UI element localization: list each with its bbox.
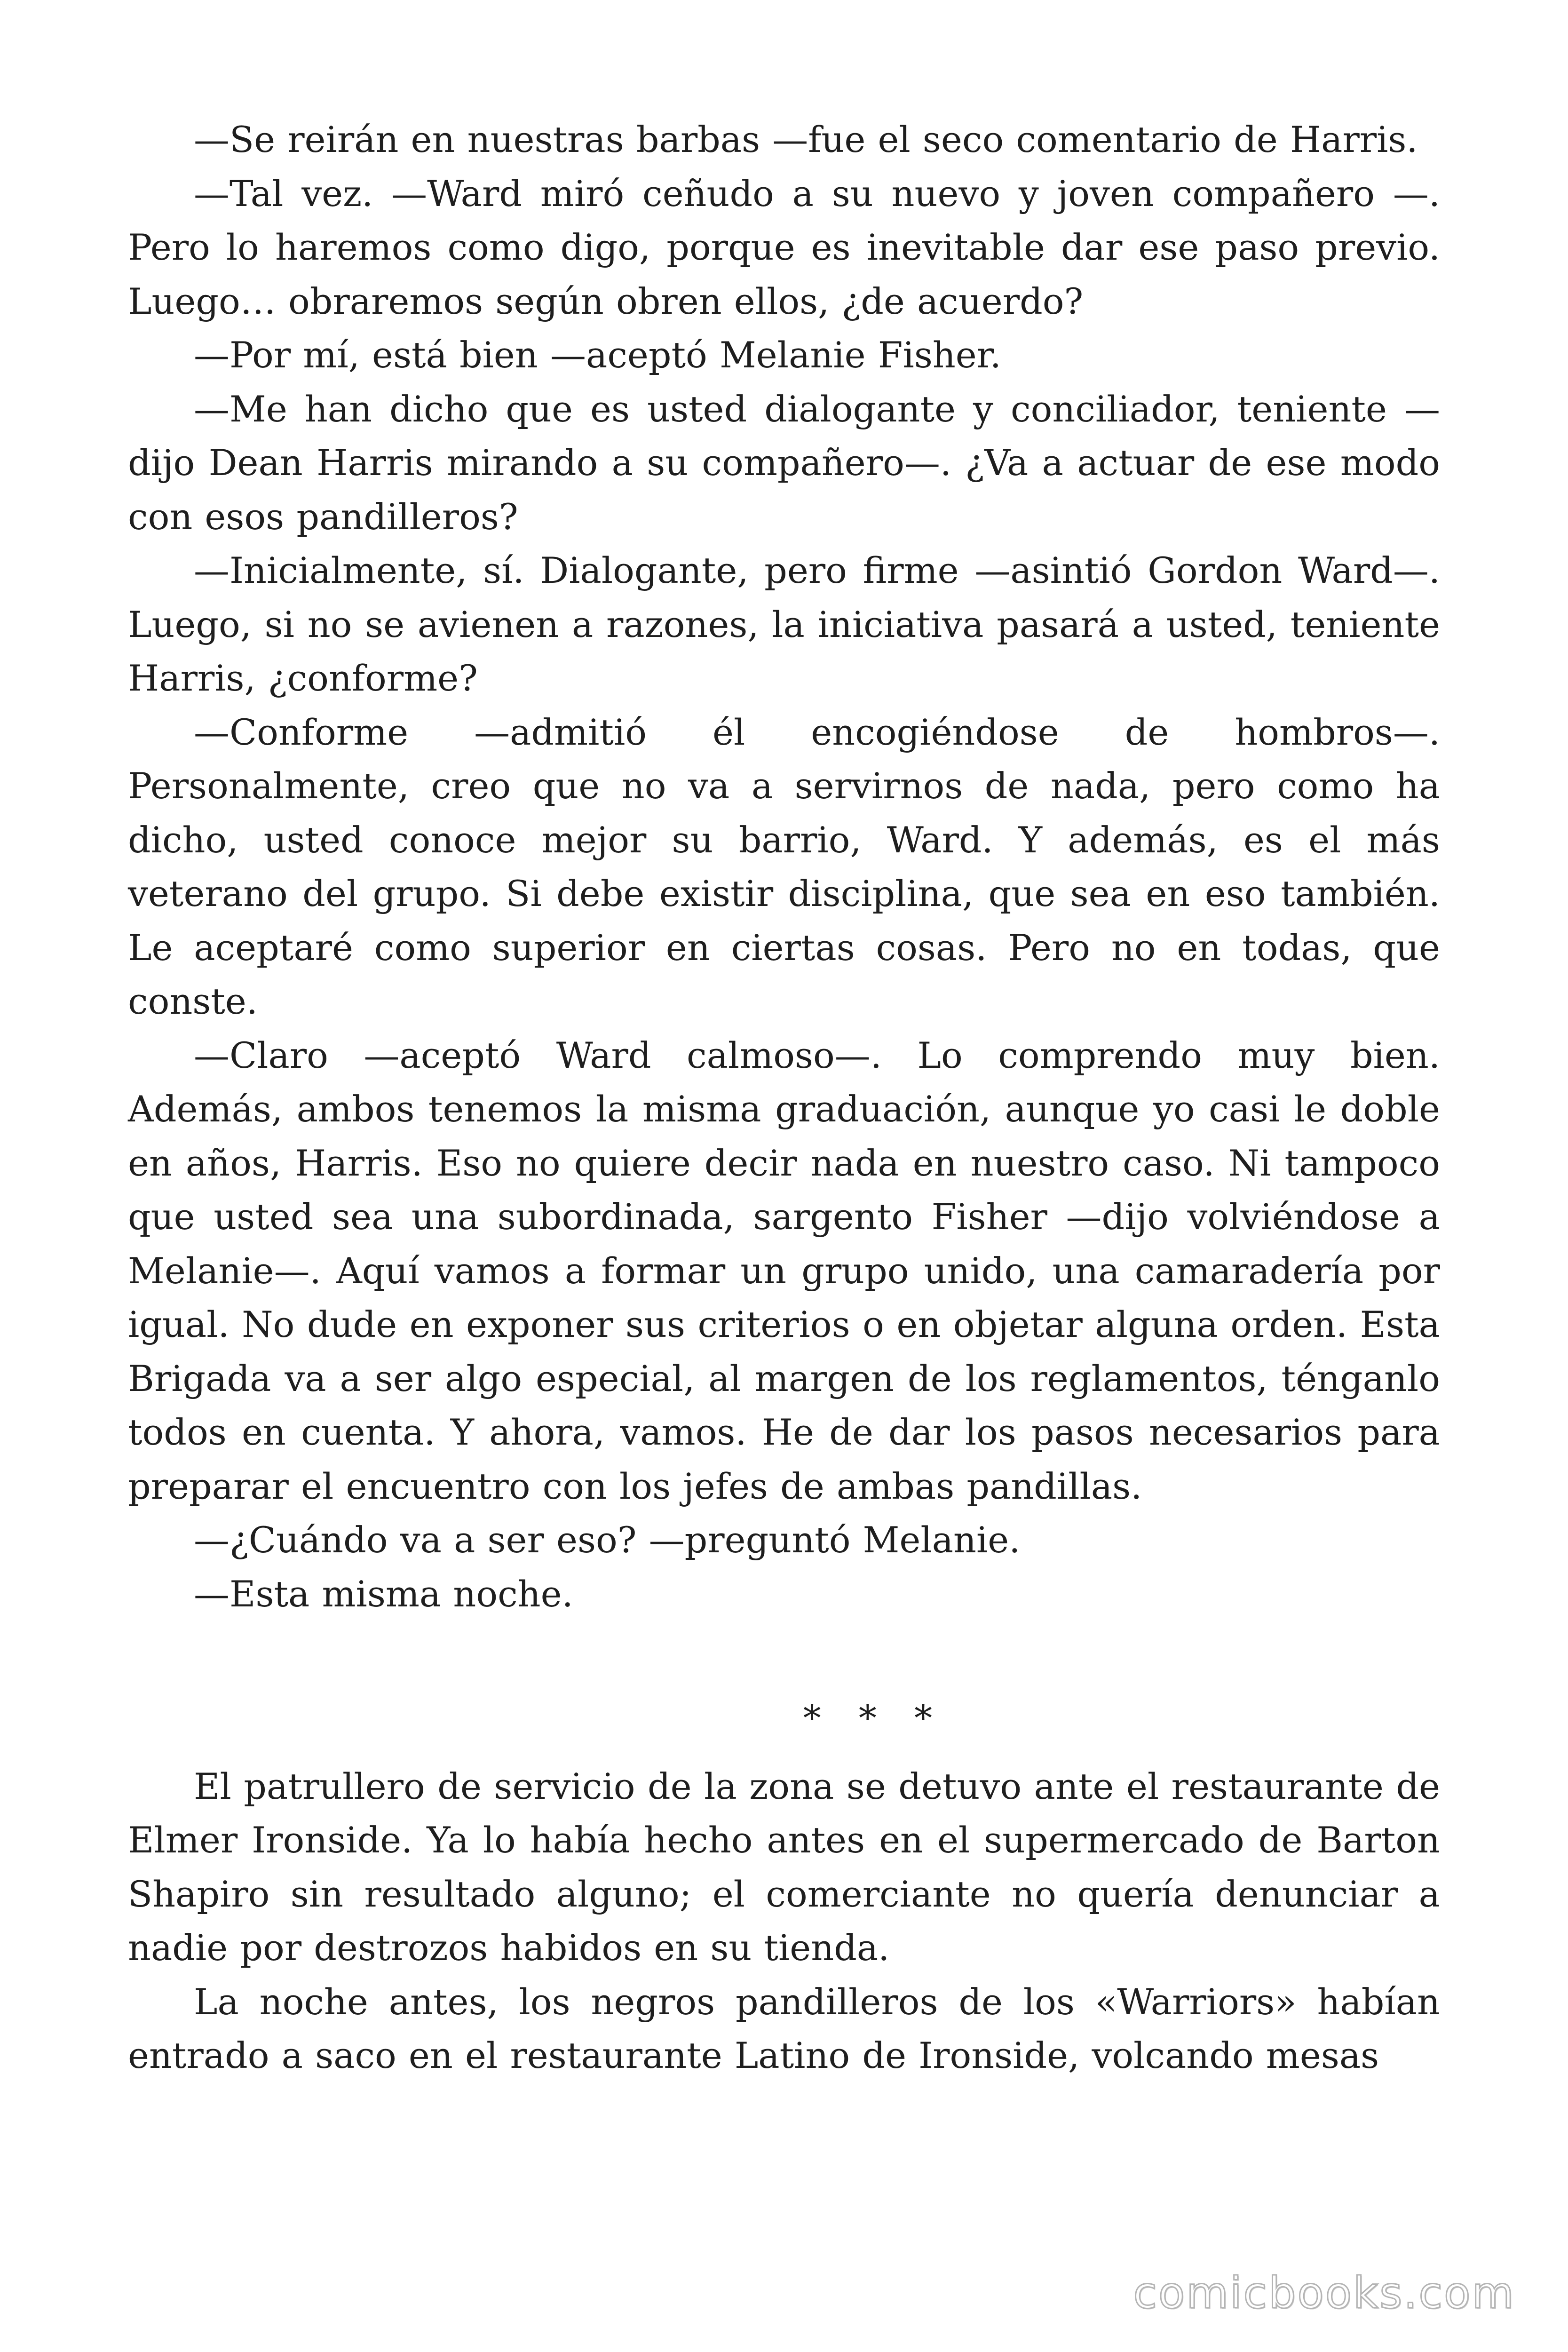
paragraph: —Se reirán en nuestras barbas —fue el seco comentario de Harris. — [194, 119, 1418, 160]
page-body — [128, 113, 1440, 2083]
paragraph: —Inicialmente, sí. Dialogante, pero firme —asintió Gordon Ward—. Luego, si no se avienen a razones, la iniciativa pasará a usted, teniente Harris, ¿conforme? — [128, 549, 1440, 699]
paragraph: —Conforme —admitió él encogiéndose de hombros—. Personalmente, creo que no va a servirnos de nada, pero como ha dicho, usted conoce mejor su barrio, Ward. Y además, es el más veterano del grupo. Si debe existir disciplina, que sea en eso también. Le aceptaré como superior en ciertas cosas. Pero no en todas, que conste. — [128, 711, 1440, 1022]
paragraph: La noche antes, los negros pandilleros de los «Warriors» habían entrado a saco en el restaurante Latino de Ironside, volcando mesas — [128, 1980, 1440, 2076]
paragraph: —Esta misma noche. — [194, 1573, 573, 1615]
paragraph: —¿Cuándo va a ser eso? —preguntó Melanie. — [194, 1519, 1021, 1561]
paragraph: —Tal vez. —Ward miró ceñudo a su nuevo y joven compañero —. Pero lo haremos como digo, porque es inevitable dar ese paso previo. Luego… obraremos según obren ellos, ¿de acuerdo? — [128, 172, 1440, 322]
paragraph: —Me han dicho que es usted dialogante y conciliador, teniente —dijo Dean Harris mirando a su compañero—. ¿Va a actuar de ese modo con esos pandilleros? — [128, 388, 1440, 538]
paragraph: —Por mí, está bien —aceptó Melanie Fisher. — [194, 334, 1001, 376]
watermark-logo: comicbooks.com — [1133, 2268, 1515, 2318]
section-gap — [128, 1621, 1440, 1692]
paragraph: —Claro —aceptó Ward calmoso—. Lo comprendo muy bien. Además, ambos tenemos la misma graduación, aunque yo casi le doble en años, Harris. Eso no quiere decir nada en nuestro caso. Ni tampoco que usted sea una subordinada, sargento Fisher —dijo volviéndose a Melanie—. Aquí vamos a formar un grupo unido, una camaradería por igual. No dude en exponer sus criterios o en objetar alguna orden. Esta Brigada va a ser algo especial, al margen de los reglamentos, ténganlo todos en cuenta. Y ahora, vamos. He de dar los pasos necesarios para preparar el encuentro con los jefes de ambas pandillas. — [128, 1034, 1440, 1507]
section-separator: * * * — [803, 1697, 945, 1739]
paragraph: El patrullero de servicio de la zona se detuvo ante el restaurante de Elmer Ironside. Ya lo había hecho antes en el supermercado de Barton Shapiro sin resultado alguno; el comerciante no quería denunciar a nadie por destrozos habidos en su tienda. — [128, 1765, 1440, 1969]
